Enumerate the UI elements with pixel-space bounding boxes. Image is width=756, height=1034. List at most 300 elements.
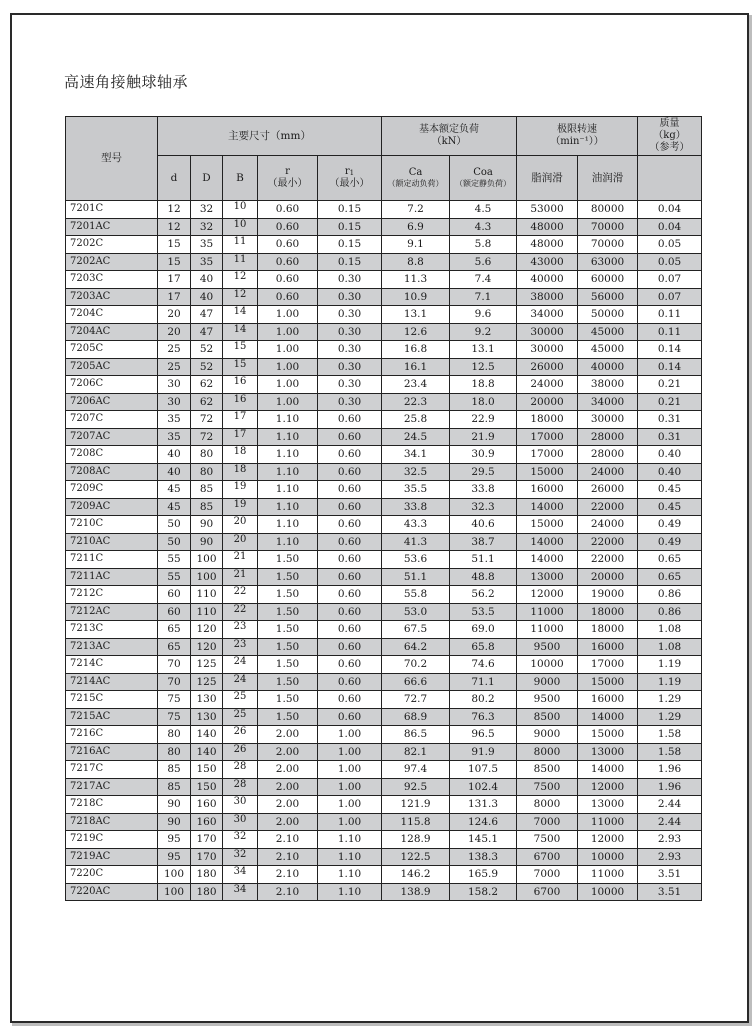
cell-coa: 80.2 (450, 691, 517, 709)
cell-D: 120 (191, 621, 223, 639)
table-row (66, 831, 702, 849)
cell-r: 2.10 (258, 866, 318, 884)
cell-mass: 0.65 (638, 551, 702, 569)
cell-ca: 146.2 (382, 866, 450, 884)
cell-grease: 9000 (517, 726, 578, 744)
cell-B: 14 (223, 306, 258, 324)
table-row (66, 481, 702, 499)
cell-mass: 0.14 (638, 341, 702, 359)
cell-coa: 18.0 (450, 393, 517, 411)
cell-r1: 0.60 (318, 498, 382, 516)
cell-mass: 0.31 (638, 411, 702, 429)
speed-limit-label: 极限转速 (557, 124, 598, 135)
cell-B: 18 (223, 463, 258, 481)
table-row (66, 498, 702, 516)
cell-r: 1.50 (258, 691, 318, 709)
cell-r: 1.50 (258, 603, 318, 621)
cell-r1: 0.15 (318, 201, 382, 219)
cell-D: 110 (191, 603, 223, 621)
frame-shadow (749, 15, 752, 1025)
cell-grease: 7500 (517, 831, 578, 849)
table-row (66, 533, 702, 551)
cell-oil: 12000 (578, 831, 638, 849)
cell-ca: 16.8 (382, 341, 450, 359)
mass-label: 质量 (659, 118, 680, 129)
cell-ca: 121.9 (382, 796, 450, 814)
header-speed-limit (517, 117, 638, 156)
cell-r: 1.00 (258, 358, 318, 376)
table-row (66, 586, 702, 604)
header-basic-load (382, 117, 517, 156)
cell-oil: 40000 (578, 358, 638, 376)
cell-mass: 1.96 (638, 778, 702, 796)
cell-grease: 14000 (517, 551, 578, 569)
cell-r1: 0.60 (318, 656, 382, 674)
cell-model: 7218AC (66, 813, 158, 831)
cell-oil: 20000 (578, 568, 638, 586)
cell-model: 7201C (66, 201, 158, 219)
cell-B: 18 (223, 446, 258, 464)
cell-d: 35 (158, 411, 191, 429)
cell-mass: 0.49 (638, 516, 702, 534)
cell-D: 140 (191, 743, 223, 761)
cell-r1: 0.60 (318, 446, 382, 464)
cell-grease: 38000 (517, 288, 578, 306)
cell-B: 17 (223, 411, 258, 429)
cell-d: 15 (158, 236, 191, 254)
header-mass-blank (638, 156, 702, 201)
cell-coa: 21.9 (450, 428, 517, 446)
cell-r1: 0.60 (318, 463, 382, 481)
cell-mass: 0.04 (638, 218, 702, 236)
cell-d: 65 (158, 621, 191, 639)
cell-grease: 20000 (517, 393, 578, 411)
cell-d: 35 (158, 428, 191, 446)
cell-ca: 53.6 (382, 551, 450, 569)
cell-r: 1.50 (258, 673, 318, 691)
cell-D: 35 (191, 253, 223, 271)
cell-grease: 14000 (517, 533, 578, 551)
cell-coa: 131.3 (450, 796, 517, 814)
cell-mass: 2.44 (638, 813, 702, 831)
cell-r1: 1.00 (318, 813, 382, 831)
cell-oil: 45000 (578, 341, 638, 359)
cell-r1: 0.30 (318, 393, 382, 411)
cell-grease: 15000 (517, 516, 578, 534)
cell-oil: 10000 (578, 848, 638, 866)
cell-mass: 0.21 (638, 376, 702, 394)
cell-B: 11 (223, 253, 258, 271)
page-title: 高速角接触球轴承 (64, 73, 189, 91)
cell-D: 47 (191, 306, 223, 324)
cell-grease: 26000 (517, 358, 578, 376)
cell-model: 7216C (66, 726, 158, 744)
cell-mass: 1.29 (638, 691, 702, 709)
cell-mass: 2.93 (638, 831, 702, 849)
cell-grease: 17000 (517, 446, 578, 464)
cell-model: 7220AC (66, 883, 158, 901)
cell-model: 7203AC (66, 288, 158, 306)
cell-coa: 91.9 (450, 743, 517, 761)
cell-mass: 0.40 (638, 446, 702, 464)
cell-mass: 0.31 (638, 428, 702, 446)
cell-coa: 124.6 (450, 813, 517, 831)
table-row (66, 656, 702, 674)
cell-model: 7217AC (66, 778, 158, 796)
cell-mass: 1.96 (638, 761, 702, 779)
cell-r: 0.60 (258, 236, 318, 254)
cell-model: 7219AC (66, 848, 158, 866)
cell-oil: 28000 (578, 428, 638, 446)
cell-coa: 32.3 (450, 498, 517, 516)
table-row (66, 253, 702, 271)
table-row (66, 271, 702, 289)
cell-D: 125 (191, 673, 223, 691)
cell-mass: 1.29 (638, 708, 702, 726)
cell-r1: 0.60 (318, 638, 382, 656)
cell-r: 1.50 (258, 568, 318, 586)
cell-r1: 1.00 (318, 726, 382, 744)
cell-B: 28 (223, 778, 258, 796)
cell-grease: 14000 (517, 498, 578, 516)
cell-grease: 16000 (517, 481, 578, 499)
header-coa (450, 156, 517, 201)
cell-r: 2.00 (258, 761, 318, 779)
cell-d: 85 (158, 778, 191, 796)
cell-r: 1.10 (258, 463, 318, 481)
cell-r1: 0.30 (318, 376, 382, 394)
cell-grease: 7000 (517, 866, 578, 884)
cell-oil: 16000 (578, 691, 638, 709)
cell-r: 1.10 (258, 428, 318, 446)
cell-ca: 43.3 (382, 516, 450, 534)
cell-coa: 4.3 (450, 218, 517, 236)
cell-r1: 0.15 (318, 236, 382, 254)
cell-grease: 9500 (517, 691, 578, 709)
cell-coa: 13.1 (450, 341, 517, 359)
cell-r1: 0.30 (318, 306, 382, 324)
cell-model: 7211C (66, 551, 158, 569)
cell-d: 90 (158, 813, 191, 831)
cell-d: 55 (158, 568, 191, 586)
cell-model: 7213AC (66, 638, 158, 656)
cell-model: 7209C (66, 481, 158, 499)
cell-oil: 16000 (578, 638, 638, 656)
cell-ca: 97.4 (382, 761, 450, 779)
cell-B: 28 (223, 761, 258, 779)
cell-r1: 0.60 (318, 516, 382, 534)
mass-unit: （kg） (653, 130, 686, 141)
cell-B: 17 (223, 428, 258, 446)
cell-mass: 0.05 (638, 253, 702, 271)
cell-model: 7202AC (66, 253, 158, 271)
cell-model: 7203C (66, 271, 158, 289)
cell-r1: 1.00 (318, 761, 382, 779)
cell-model: 7214AC (66, 673, 158, 691)
cell-r: 0.60 (258, 271, 318, 289)
cell-oil: 56000 (578, 288, 638, 306)
cell-oil: 10000 (578, 883, 638, 901)
table-row (66, 236, 702, 254)
cell-ca: 138.9 (382, 883, 450, 901)
r1-note: （最小） (329, 178, 370, 189)
cell-coa: 29.5 (450, 463, 517, 481)
cell-model: 7204AC (66, 323, 158, 341)
cell-d: 20 (158, 323, 191, 341)
cell-r1: 0.15 (318, 253, 382, 271)
ca-note: （额定动负荷） (387, 179, 444, 189)
cell-coa: 5.8 (450, 236, 517, 254)
cell-mass: 3.51 (638, 866, 702, 884)
cell-oil: 24000 (578, 463, 638, 481)
cell-oil: 12000 (578, 778, 638, 796)
cell-model: 7206AC (66, 393, 158, 411)
cell-r: 1.50 (258, 551, 318, 569)
cell-r: 2.00 (258, 778, 318, 796)
cell-D: 180 (191, 883, 223, 901)
cell-D: 160 (191, 813, 223, 831)
cell-grease: 6700 (517, 883, 578, 901)
cell-r: 2.00 (258, 813, 318, 831)
header-r (258, 156, 318, 201)
cell-oil: 11000 (578, 813, 638, 831)
cell-model: 7212AC (66, 603, 158, 621)
cell-D: 80 (191, 463, 223, 481)
cell-mass: 0.49 (638, 533, 702, 551)
cell-oil: 63000 (578, 253, 638, 271)
cell-r1: 0.60 (318, 551, 382, 569)
cell-D: 100 (191, 568, 223, 586)
cell-d: 50 (158, 533, 191, 551)
cell-D: 32 (191, 218, 223, 236)
cell-B: 21 (223, 568, 258, 586)
header-d: d (158, 156, 191, 201)
cell-B: 30 (223, 796, 258, 814)
cell-r1: 0.30 (318, 341, 382, 359)
cell-coa: 158.2 (450, 883, 517, 901)
cell-r: 1.10 (258, 446, 318, 464)
cell-coa: 7.1 (450, 288, 517, 306)
cell-r1: 0.60 (318, 481, 382, 499)
table-row (66, 708, 702, 726)
cell-model: 7216AC (66, 743, 158, 761)
cell-coa: 69.0 (450, 621, 517, 639)
table-row (66, 288, 702, 306)
cell-mass: 1.19 (638, 673, 702, 691)
table-row (66, 428, 702, 446)
cell-mass: 0.05 (638, 236, 702, 254)
cell-r: 1.00 (258, 341, 318, 359)
cell-mass: 0.07 (638, 288, 702, 306)
table-body (66, 201, 702, 901)
cell-oil: 22000 (578, 551, 638, 569)
cell-oil: 70000 (578, 236, 638, 254)
cell-ca: 12.6 (382, 323, 450, 341)
cell-model: 7208AC (66, 463, 158, 481)
cell-oil: 60000 (578, 271, 638, 289)
cell-B: 19 (223, 481, 258, 499)
cell-D: 130 (191, 691, 223, 709)
cell-oil: 22000 (578, 498, 638, 516)
cell-d: 30 (158, 376, 191, 394)
cell-r: 1.00 (258, 393, 318, 411)
cell-r1: 0.15 (318, 218, 382, 236)
cell-oil: 13000 (578, 796, 638, 814)
cell-mass: 2.93 (638, 848, 702, 866)
cell-d: 30 (158, 393, 191, 411)
cell-grease: 13000 (517, 568, 578, 586)
cell-grease: 53000 (517, 201, 578, 219)
speed-limit-unit: （min⁻¹）） (550, 136, 604, 147)
cell-mass: 0.11 (638, 323, 702, 341)
cell-r1: 1.00 (318, 796, 382, 814)
cell-coa: 71.1 (450, 673, 517, 691)
cell-r1: 0.60 (318, 673, 382, 691)
cell-d: 17 (158, 288, 191, 306)
cell-D: 150 (191, 761, 223, 779)
table-row (66, 761, 702, 779)
cell-ca: 70.2 (382, 656, 450, 674)
cell-coa: 38.7 (450, 533, 517, 551)
cell-r: 2.10 (258, 848, 318, 866)
cell-model: 7215C (66, 691, 158, 709)
header-B: B (223, 156, 258, 201)
table-row (66, 393, 702, 411)
cell-model: 7201AC (66, 218, 158, 236)
header-main-dimensions: 主要尺寸（mm） (158, 117, 382, 156)
cell-B: 16 (223, 393, 258, 411)
cell-coa: 9.6 (450, 306, 517, 324)
cell-oil: 15000 (578, 726, 638, 744)
cell-ca: 67.5 (382, 621, 450, 639)
cell-B: 21 (223, 551, 258, 569)
cell-mass: 0.86 (638, 603, 702, 621)
cell-oil: 14000 (578, 761, 638, 779)
cell-mass: 0.40 (638, 463, 702, 481)
cell-oil: 17000 (578, 656, 638, 674)
cell-mass: 1.08 (638, 638, 702, 656)
header-model: 型号 (66, 117, 158, 201)
cell-r: 2.00 (258, 726, 318, 744)
cell-ca: 10.9 (382, 288, 450, 306)
cell-B: 14 (223, 323, 258, 341)
cell-model: 7205C (66, 341, 158, 359)
cell-grease: 17000 (517, 428, 578, 446)
cell-r1: 0.60 (318, 411, 382, 429)
cell-oil: 24000 (578, 516, 638, 534)
cell-r1: 0.30 (318, 358, 382, 376)
cell-model: 7214C (66, 656, 158, 674)
cell-grease: 8500 (517, 708, 578, 726)
cell-r: 1.00 (258, 376, 318, 394)
cell-r1: 0.60 (318, 428, 382, 446)
cell-r1: 0.60 (318, 586, 382, 604)
cell-B: 12 (223, 271, 258, 289)
cell-r: 1.00 (258, 306, 318, 324)
cell-r: 1.10 (258, 411, 318, 429)
cell-ca: 68.9 (382, 708, 450, 726)
cell-D: 90 (191, 533, 223, 551)
cell-coa: 9.2 (450, 323, 517, 341)
cell-B: 20 (223, 533, 258, 551)
cell-coa: 48.8 (450, 568, 517, 586)
cell-d: 25 (158, 358, 191, 376)
table-row (66, 446, 702, 464)
cell-ca: 115.8 (382, 813, 450, 831)
cell-r: 0.60 (258, 288, 318, 306)
cell-oil: 18000 (578, 621, 638, 639)
cell-B: 26 (223, 726, 258, 744)
table-row (66, 603, 702, 621)
table-row (66, 638, 702, 656)
cell-d: 65 (158, 638, 191, 656)
cell-coa: 74.6 (450, 656, 517, 674)
cell-r: 1.50 (258, 708, 318, 726)
cell-model: 7210AC (66, 533, 158, 551)
cell-B: 26 (223, 743, 258, 761)
cell-d: 12 (158, 218, 191, 236)
cell-coa: 22.9 (450, 411, 517, 429)
cell-B: 20 (223, 516, 258, 534)
cell-d: 60 (158, 603, 191, 621)
table-row (66, 726, 702, 744)
cell-D: 120 (191, 638, 223, 656)
cell-r1: 0.30 (318, 323, 382, 341)
cell-B: 32 (223, 831, 258, 849)
cell-mass: 1.58 (638, 743, 702, 761)
cell-oil: 14000 (578, 708, 638, 726)
cell-coa: 51.1 (450, 551, 517, 569)
cell-coa: 138.3 (450, 848, 517, 866)
cell-r1: 1.00 (318, 743, 382, 761)
cell-mass: 2.44 (638, 796, 702, 814)
cell-d: 95 (158, 831, 191, 849)
table-row (66, 866, 702, 884)
cell-mass: 0.21 (638, 393, 702, 411)
cell-d: 100 (158, 883, 191, 901)
cell-d: 80 (158, 726, 191, 744)
cell-d: 95 (158, 848, 191, 866)
cell-D: 47 (191, 323, 223, 341)
cell-coa: 96.5 (450, 726, 517, 744)
header-D: D (191, 156, 223, 201)
table-row (66, 743, 702, 761)
cell-D: 80 (191, 446, 223, 464)
cell-d: 45 (158, 481, 191, 499)
cell-D: 62 (191, 376, 223, 394)
cell-coa: 7.4 (450, 271, 517, 289)
cell-D: 140 (191, 726, 223, 744)
cell-coa: 65.8 (450, 638, 517, 656)
cell-d: 25 (158, 341, 191, 359)
cell-B: 15 (223, 341, 258, 359)
cell-model: 7205AC (66, 358, 158, 376)
cell-coa: 76.3 (450, 708, 517, 726)
cell-D: 40 (191, 288, 223, 306)
header-oil: 油润滑 (578, 156, 638, 201)
cell-model: 7218C (66, 796, 158, 814)
cell-mass: 1.58 (638, 726, 702, 744)
basic-load-unit: （kN） (431, 136, 467, 147)
cell-B: 22 (223, 603, 258, 621)
cell-grease: 7500 (517, 778, 578, 796)
cell-grease: 40000 (517, 271, 578, 289)
cell-B: 32 (223, 848, 258, 866)
cell-r1: 0.60 (318, 568, 382, 586)
cell-coa: 145.1 (450, 831, 517, 849)
table-row (66, 796, 702, 814)
cell-r: 1.10 (258, 533, 318, 551)
